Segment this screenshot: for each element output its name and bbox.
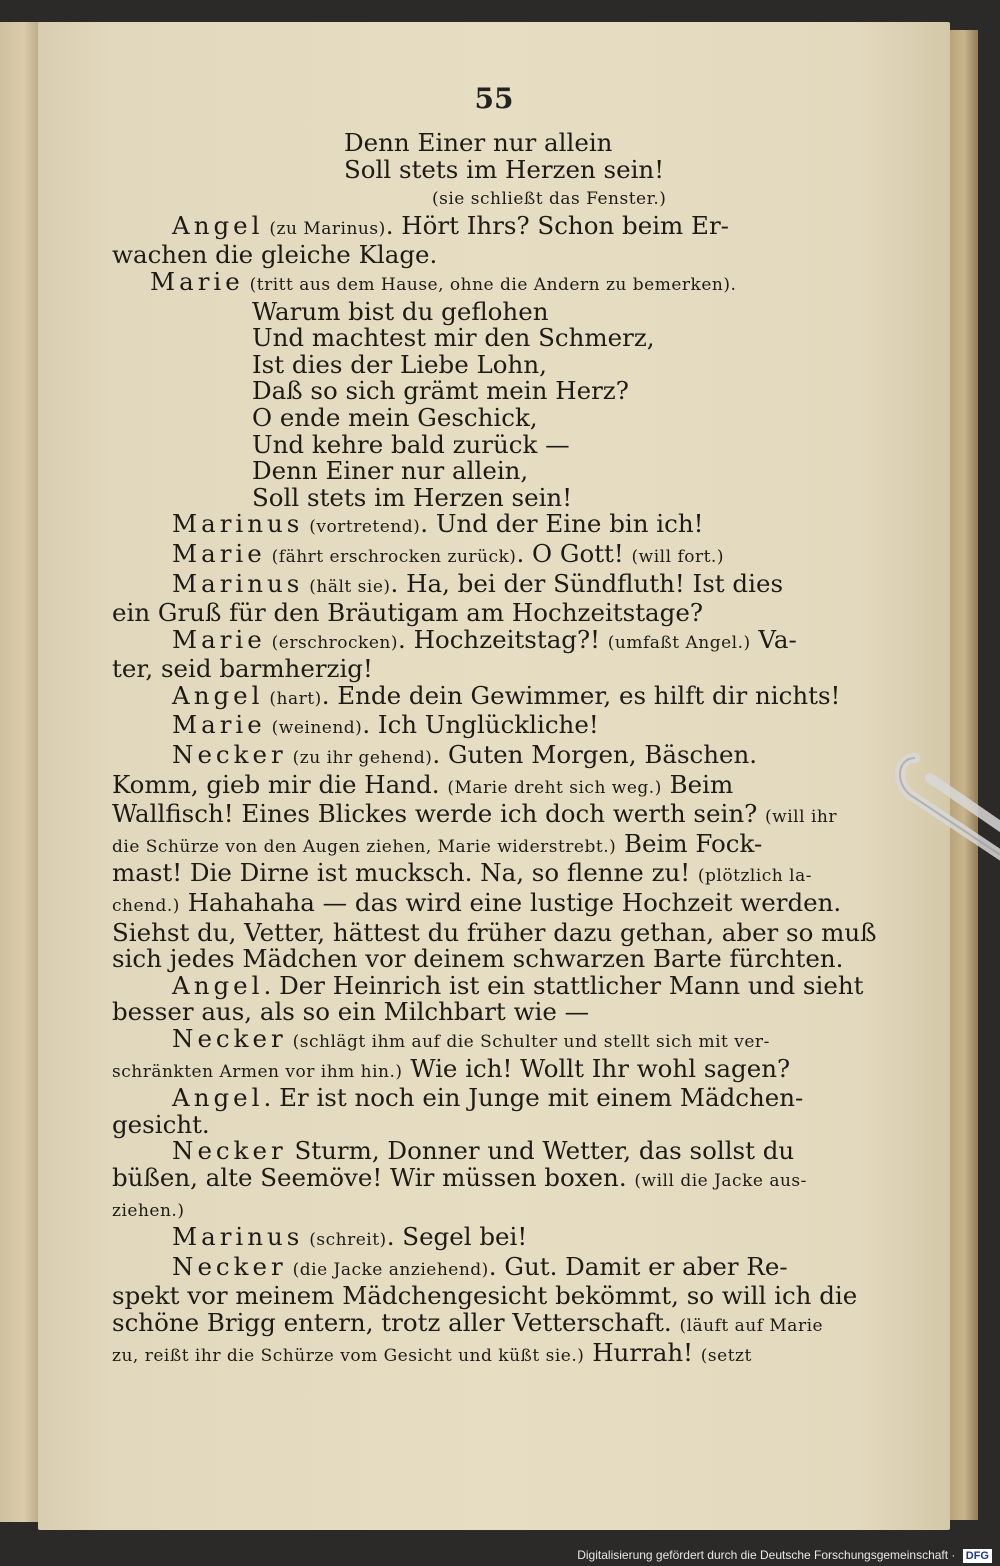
text-line [112,769,822,802]
dialogue-text: mast! Die Dirne ist mucksch. Na, so flenne zu! [112,858,698,888]
stage-direction: (sie schließt das Fenster.) [432,189,667,210]
dialogue-text: . Ha, bei der Sündfluth! Ist dies [390,568,784,598]
dialogue-text: Denn Einer nur allein [344,128,613,157]
dialogue-text: spekt vor meinem Mädchengesicht bekömmt, so will ich die [112,1281,858,1311]
dialogue-text: ter, seid barmherzig! [112,654,373,684]
dialogue-text: Siehst du, Vetter, hättest du früher dazu gethan, aber so muß [112,917,877,947]
speaker-name: Marinus [172,568,304,598]
text-line [112,1162,822,1195]
dfg-logo: DFG [963,1549,992,1563]
footer-text: Digitalisierung gefördert durch die Deutsche Forschungsgemeinschaft · [577,1548,956,1562]
stage-direction: (vortretend) [303,517,421,538]
text-line [112,349,822,379]
dialogue-text: Hahahaha — das wird eine lustige Hochzeit werden. [179,888,842,918]
dialogue-text: sich jedes Mädchen vor deinem schwarzen Barte fürchten. [112,944,844,974]
dialogue-text: . Er ist noch ein Junge mit einem Mädchen- [263,1083,804,1113]
stage-direction: (Marie dreht sich weg.) [447,777,662,798]
text-line [112,1281,858,1311]
dialogue-text: . Und der Eine bin ich! [420,509,704,539]
stage-direction: chend.) [112,896,180,917]
dialogue-text: . Guten Morgen, Bäschen. [432,740,758,770]
text-line [112,1138,822,1165]
dialogue-text: Beim Fock- [616,828,763,858]
dialogue-text: Ist dies der Liebe Lohn, [252,349,547,379]
text-line [112,799,837,831]
speaker-name: Marie [172,710,266,740]
stage-direction: (schreit) [303,1230,387,1251]
stage-direction: (will fort.) [631,546,724,567]
stage-direction: (fährt erschrocken zurück) [265,546,517,567]
stage-direction: zu, reißt ihr die Schürze vom Gesicht und küßt sie.) [112,1345,585,1366]
stage-direction: (zu Marinus) [263,218,386,239]
stage-direction: schränkten Armen vor ihm hin.) [112,1061,403,1082]
text-line [112,1307,824,1340]
dialogue-text: Denn Einer nur allein, [252,456,529,486]
text-line [112,538,822,571]
text-line [112,944,844,974]
dialogue-text: Und machtest mir den Schmerz, [252,323,655,353]
text-line [112,828,822,861]
dialogue-text: Wie ich! Wollt Ihr wohl sagen? [402,1053,791,1083]
dialogue-text: ein Gruß für den Bräutigam am Hochzeitstage? [112,598,703,628]
text-line [112,680,841,713]
text-line [112,296,822,326]
text-line [112,712,822,742]
footer [0,1544,1000,1566]
stage-direction: (zu ihr gehend) [286,748,433,769]
speaker-name: Angel [172,680,264,710]
text-line [112,511,822,541]
stage-direction: (hält sie) [303,576,391,597]
text-line [112,888,842,920]
stage-direction: die Schürze von den Augen ziehen, Marie widerstrebt.) [112,836,617,857]
dialogue-text: büßen, alte Seemöve! Wir müssen boxen. [112,1162,635,1192]
speaker-name: Necker [172,740,287,770]
dialogue-text: Va- [750,624,797,654]
text-line [112,999,822,1026]
text-line [112,1224,822,1254]
dialogue-text: . Der Heinrich ist ein stattlicher Mann und sieht [263,970,864,1000]
stage-direction: (erschrocken) [265,632,398,653]
text-line [112,130,822,157]
text-line [112,600,822,627]
stage-direction: (tritt aus dem Hause, ohne die Andern zu bemerken). [243,274,737,295]
speaker-name: Marinus [172,509,304,539]
dialogue-text: schöne Brigg entern, trotz aller Vetterschaft. [112,1307,680,1337]
dialogue-text: . Hört Ihrs? Schon beim Er- [385,210,729,240]
stage-direction: (umfaßt Angel.) [607,632,751,653]
text-line [112,917,877,947]
text-line [112,154,822,184]
text-line [112,482,822,512]
dialogue-text: O ende mein Geschick, [252,402,538,432]
dialogue-text: Soll stets im Herzen sein! [252,482,573,512]
speaker-name: Marinus [172,1222,304,1252]
speaker-name: Angel [172,1083,264,1113]
text-line [112,1109,822,1139]
speaker-name: Marie [150,266,244,296]
dialogue-text: . Segel bei! [386,1222,528,1252]
stage-direction: (hart) [263,688,322,709]
dialogue-text: . O Gott! [516,538,632,568]
dialogue-text: . Hochzeitstag?! [398,624,608,654]
text-line [112,458,822,485]
text-line [112,429,822,459]
dialogue-text: Warum bist du geflohen [252,296,549,326]
text-line [112,860,822,890]
text-line [112,624,822,657]
speaker-name: Necker [172,1136,287,1166]
text-line [112,1195,822,1225]
stage-direction: (schlägt ihm auf die Schulter und stellt sich mit ver- [286,1032,770,1052]
page-number: 55 [474,82,514,115]
text-line [112,656,822,683]
speaker-name: Necker [172,1251,287,1281]
paper-clip [885,738,1000,878]
text-line [112,1251,822,1284]
text-line [112,242,822,269]
dialogue-text: Wallfisch! Eines Blickes werde ich doch werth sein? [112,799,766,829]
text-line [112,568,822,601]
speaker-name: Necker [172,1024,287,1053]
dialogue-text: Hurrah! [584,1337,701,1367]
dialogue-text: Und kehre bald zurück — [252,429,570,459]
stage-direction: (weinend) [265,718,363,739]
text-line [112,183,822,213]
text-line [112,1085,822,1112]
speaker-name: Marie [172,624,266,654]
dialogue-text: . Ich Unglückliche! [362,710,599,740]
text-line [112,378,822,405]
stage-direction: (plötzlich la- [697,866,812,887]
dialogue-text: . Ende dein Gewimmer, es hilft dir nichts! [321,680,841,710]
speaker-name: Angel [172,970,264,1000]
page-text [112,128,877,1369]
left-page-edge [0,22,40,1522]
text-line [112,970,864,1000]
dialogue-text: . Gut. Damit er aber Re- [488,1251,788,1281]
dialogue-text: gesicht. [112,1109,210,1139]
stage-direction: (setzt [700,1345,752,1366]
dialogue-text: Beim [661,769,734,799]
dialogue-text: Sturm, Donner und Wetter, das sollst du [286,1136,795,1166]
speaker-name: Angel [172,210,264,240]
dialogue-text: Soll stets im Herzen sein! [344,154,665,184]
stage-direction: (will die Jacke aus- [634,1170,807,1191]
text-line [112,325,822,352]
dialogue-text: Daß so sich grämt mein Herz? [252,376,629,406]
dialogue-text: Komm, gieb mir die Hand. [112,769,448,799]
dialogue-text: wachen die gleiche Klage. [112,240,438,270]
speaker-name: Marie [172,538,266,568]
stage-direction: (will ihr [765,807,837,828]
text-line [112,266,822,299]
text-line [112,1026,822,1056]
dialogue-text: besser aus, als so ein Milchbart wie — [112,997,590,1027]
stage-direction: ziehen.) [112,1200,185,1221]
text-line [112,1053,822,1086]
text-line [112,1337,822,1370]
text-line [112,210,822,243]
stage-direction: (läuft auf Marie [679,1315,824,1336]
stage-direction: (die Jacke anziehend) [286,1259,489,1280]
text-line [112,402,822,432]
text-line [112,742,822,772]
